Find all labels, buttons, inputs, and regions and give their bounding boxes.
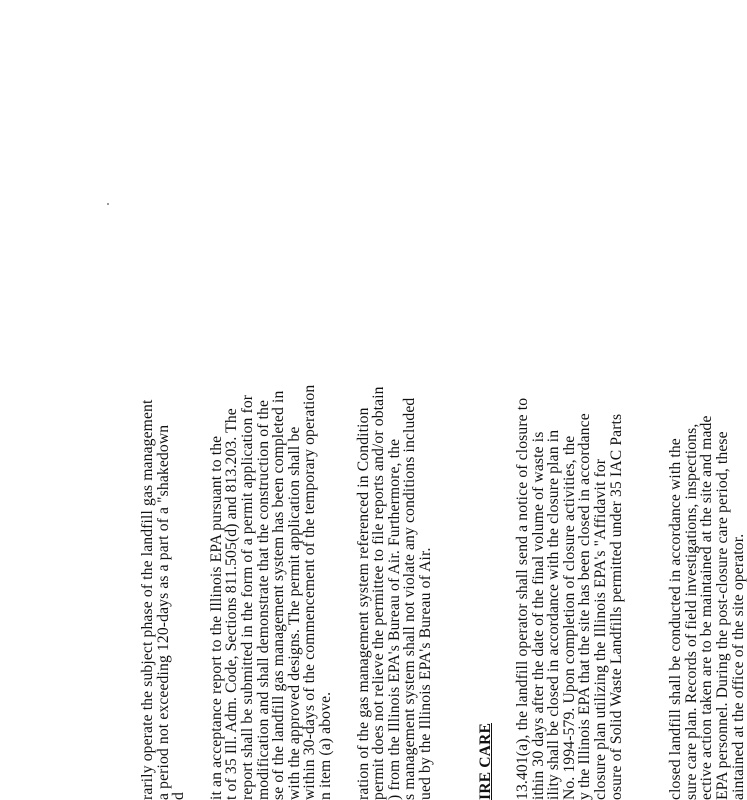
paragraph-acceptance-report: [209, 260, 334, 800]
text-line: sure care plan. Records of field investigations, inspections,: [682, 423, 700, 800]
text-line: d: [170, 792, 188, 800]
text-line: t of 35 Ill. Adm. Code, Sections 811.505(d) and 813.203. The: [223, 408, 241, 800]
paragraph-gap: [334, 260, 356, 800]
text-line: ithin 30 days after the date of the final volume of waste is: [529, 431, 547, 800]
text-line: permit does not relieve the permittee to file reports and/or obtain: [370, 386, 388, 800]
paragraph-closure-notice: [515, 260, 624, 800]
section-heading-post-closure: [478, 260, 494, 800]
text-line: EPA personnel. During the post-closure care period, these: [714, 431, 732, 800]
text-line: ration of the gas management system referenced in Condition: [354, 407, 372, 800]
text-line: rarily operate the subject phase of the landfill gas management: [139, 399, 156, 800]
text-line: n item (a) above.: [316, 691, 334, 800]
paragraph-gap: [493, 260, 515, 800]
text-line: s management system shall not violate any conditions included: [401, 397, 419, 800]
text-line: 13.401(a), the landfill operator shall send a notice of closure to: [514, 397, 532, 800]
text-line: ility shall be closed in accordance with the closure plan in: [545, 429, 563, 800]
text-line: a period not exceeding 120-days as a part of a "shakedown: [154, 424, 172, 800]
text-line: with the approved designs. The permit application shall be: [285, 426, 303, 800]
text-line: aintained at the office of the site operator.: [729, 533, 747, 800]
paragraph-shakedown: [140, 260, 187, 800]
text-line: y the Illinois EPA that the site has been closed in accordance: [576, 413, 594, 800]
text-line: ective action taken are to be maintained at the site and made: [698, 415, 716, 800]
text-line: modification and shall demonstrate that the construction of the: [254, 399, 272, 800]
section-heading: IRE CARE: [476, 722, 494, 800]
scan-speck: [107, 203, 109, 205]
rotated-document-body: [140, 260, 746, 800]
text-line: it an acceptance report to the Illinois EPA pursuant to the: [207, 435, 225, 800]
text-line: closed landfill shall be conducted in accordance with the: [667, 438, 685, 800]
text-line: ) from the Illinois EPA's Bureau of Air. Furthermore, the: [385, 438, 403, 800]
text-line: se of the landfill gas management system has been completed in: [270, 390, 288, 800]
text-line: ued by the Illinois EPA's Bureau of Air.: [416, 547, 434, 800]
section-gap: [434, 260, 478, 800]
text-line: report shall be submitted in the form of a permit application for: [238, 394, 256, 800]
paragraph-post-closure-care: [668, 260, 746, 800]
text-line: osure of Solid Waste Landfills permitted under 35 IAC Parts: [607, 413, 625, 800]
paragraph-bureau-of-air: [356, 260, 434, 800]
text-line: closure plan utilizing the Illinois EPA's "Affidavit for: [592, 458, 610, 800]
paragraph-gap: [624, 260, 668, 800]
text-line: No. 1994-579. Upon completion of closure activities, the: [560, 435, 578, 800]
text-line: within 30-days of the commencement of the temporary operation: [301, 384, 319, 800]
paragraph-gap: [187, 260, 209, 800]
